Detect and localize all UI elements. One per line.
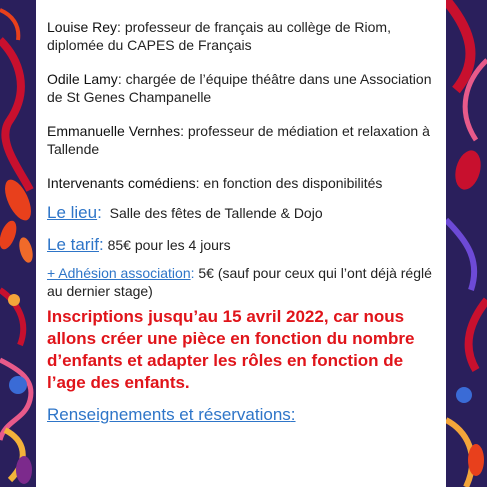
floral-pattern-right [446, 0, 487, 487]
person-description: chargée de l’équipe théâtre dans une Association de St Genes Champanelle [47, 71, 432, 105]
inscriptions-notice: Inscriptions jusqu’au 15 avril 2022, car nous allons créer une pièce en fonction du nombre d’enfants et adapter les rôles en fonction de l’age des enfants. [47, 307, 415, 392]
person-description: professeur de médiation et relaxation à Tallende [47, 123, 430, 157]
decorative-border-left [0, 0, 36, 487]
person-name: Odile Lamy [47, 71, 118, 87]
flyer-content [47, 18, 439, 426]
adhesion-value: 5€ (sauf pour ceux qui l’ont déjà réglé au dernier stage) [47, 265, 432, 299]
person-odile-lamy: Odile Lamy: chargée de l’équipe théâtre dans une Association de St Genes Champanelle [47, 71, 432, 105]
tarif-heading: Le tarif [47, 235, 99, 254]
person-emmanuelle-vernhes: Emmanuelle Vernhes: professeur de médiation et relaxation à Tallende [47, 123, 430, 157]
person-description: professeur de français au collège de Riom, diplomée du CAPES de Français [47, 19, 391, 53]
adhesion-colon: : [190, 265, 195, 281]
lieu-colon: : [97, 203, 102, 222]
person-name: Emmanuelle Vernhes [47, 123, 181, 139]
renseignements-colon: : [290, 405, 296, 424]
tarif-row [47, 236, 439, 254]
person-description: en fonction des disponibilités [199, 175, 383, 191]
content-panel [36, 0, 446, 487]
floral-pattern-left [0, 0, 36, 487]
person-name: Louise Rey [47, 19, 118, 35]
renseignements-heading [47, 404, 439, 426]
tarif-colon: : [98, 235, 104, 254]
person-name: Intervenants comédiens [47, 175, 196, 191]
person-louise-rey: Louise Rey: professeur de français au collège de Riom, diplomée du CAPES de Français [47, 19, 391, 53]
lieu-value: Salle des fêtes de Tallende & Dojo [109, 205, 323, 221]
lieu-heading: Le lieu [47, 203, 98, 222]
adhesion-row [47, 264, 439, 300]
renseignements-label: Renseignements et réservations [47, 405, 291, 424]
tarif-value: 85€ pour les 4 jours [107, 237, 231, 253]
decorative-border-right [446, 0, 487, 487]
adhesion-link[interactable]: + Adhésion association [47, 265, 191, 281]
person-intervenants: Intervenants comédiens: en fonction des disponibilités [47, 175, 383, 191]
lieu-row [47, 204, 439, 222]
